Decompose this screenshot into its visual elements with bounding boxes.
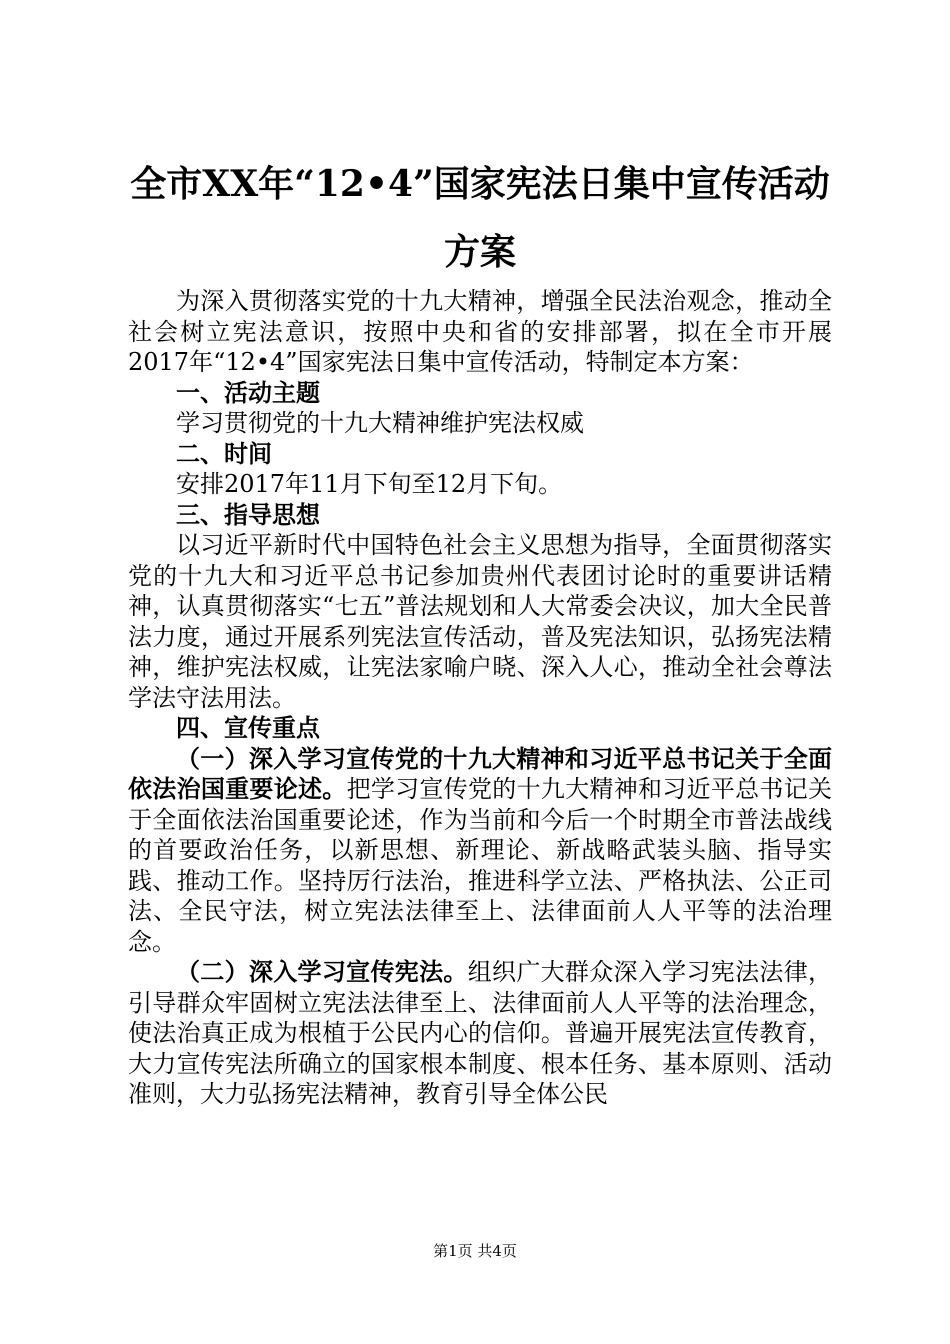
page-footer: 第1页 共4页 <box>433 1242 517 1260</box>
section-content-guiding-thought: 以习近平新时代中国特色社会主义思想为指导，全面贯彻落实党的十九大和习近平总书记参加贵州代表团讨论时的重要讲话精神，认真贯彻落实“七五”普法规划和人大常委会决议，加大全民普法力度，通过开展系列宪法宣传活动，普及宪法知识，弘扬宪法精神，维护宪法权威，让宪法家喻户晓、深入人心，推动全社会尊法学法守法用法。 <box>128 531 832 712</box>
key-point-lead-1: （一）深入学习宣传党的十九大精神和习近平总书记关于全面依法治国重要论述。 <box>128 744 832 803</box>
title-line-1: 全市XX年“12•4”国家宪法日集中宣传活动 <box>130 163 830 205</box>
key-point-paragraph-1 <box>128 744 832 958</box>
document-body <box>128 286 832 1110</box>
section-content-theme: 学习贯彻党的十九大精神维护宪法权威 <box>176 409 584 437</box>
title-line-2: 方案 <box>443 231 516 273</box>
section-content-time: 安排2017年11月下旬至12月下旬。 <box>176 470 563 498</box>
document-page <box>128 150 832 1110</box>
intro-paragraph: 为深入贯彻落实党的十九大精神，增强全民法治观念，推动全社会树立宪法意识，按照中央和省的安排部署，拟在全市开展2017年“12•4”国家宪法日集中宣传活动，特制定本方案： <box>128 287 832 376</box>
section-heading-theme: 一、活动主题 <box>176 378 320 407</box>
key-point-text-1: 把学习宣传党的十九大精神和习近平总书记关于全面依法治国重要论述，作为当前和今后一个时期全市普法战线的首要政治任务，以新思想、新理论、新战略武装头脑、指导实践、推动工作。坚持厉行法治，推进科学立法、严格执法、公正司法、全民守法，树立宪法法律至上、法律面前人人平等的法治理念。 <box>128 775 833 956</box>
section-heading-guiding-thought: 三、指导思想 <box>176 500 320 529</box>
document-title <box>128 150 832 286</box>
key-point-paragraph-2 <box>128 957 832 1110</box>
key-point-lead-2: （二）深入学习宣传宪法。 <box>176 958 468 986</box>
key-point-text-2: 组织广大群众深入学习宪法法律，引导群众牢固树立宪法法律至上、法律面前人人平等的法治理念，使法治真正成为根植于公民内心的信仰。普遍开展宪法宣传教育，大力宣传宪法所确立的国家根本制度、根本任务、基本原则、活动准则，大力弘扬宪法精神，教育引导全体公民 <box>128 958 833 1108</box>
section-heading-key-points: 四、宣传重点 <box>176 714 320 742</box>
section-heading-time: 二、时间 <box>176 439 272 468</box>
